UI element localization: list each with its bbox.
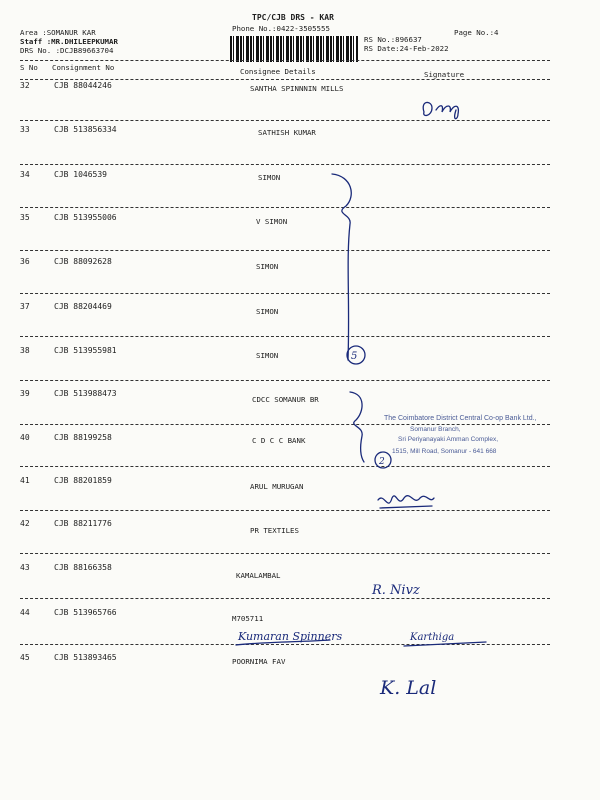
row-sno: 42 [20, 519, 30, 528]
document-title: TPC/CJB DRS - KAR [252, 13, 334, 22]
row-consignee: PR TEXTILES [250, 526, 299, 535]
row-consignment-no: CJB 513955981 [54, 346, 117, 355]
row-consignee: SIMON [258, 173, 281, 182]
row-consignment-no: CJB 1046539 [54, 170, 107, 179]
bank-stamp [384, 415, 537, 455]
row-sno: 44 [20, 608, 30, 617]
column-header-sno: S No [20, 63, 38, 72]
row-consignee: SANTHA SPINNNIN MILLS [250, 84, 344, 93]
count-two: 2 [379, 457, 385, 467]
row-sno: 34 [20, 170, 30, 179]
column-header-consignment: Consignment No [52, 63, 115, 72]
count-five: 5 [351, 351, 358, 362]
row-consignment-no: CJB 88201859 [54, 476, 112, 485]
row-sno: 35 [20, 213, 30, 222]
stamp-line-3: Sri Periyanayaki Amman Complex, [398, 436, 499, 443]
row-consignee: SIMON [256, 307, 279, 316]
row-sno: 32 [20, 81, 30, 90]
row-consignee: ARUL MURUGAN [250, 482, 304, 491]
row-consignment-no: CJB 88044246 [54, 81, 112, 90]
row-consignee: POORNIMA FAV [232, 657, 286, 666]
phone-number: Phone No.:0422-3505555 [232, 24, 330, 33]
row-consignee: SATHISH KUMAR [258, 128, 316, 137]
column-header-consignee: Consignee Details [240, 67, 316, 76]
stamp-line-4: 1515, Mill Road, Somanur - 641 668 [392, 448, 497, 455]
signature-row-44: Karthiga [410, 632, 455, 643]
column-header-signature: Signature [424, 70, 465, 79]
signature-row-43: R. Nivz [372, 583, 420, 598]
row-sno: 38 [20, 346, 30, 355]
row-sno: 39 [20, 389, 30, 398]
stamp-line-2: Somanur Branch, [410, 426, 461, 433]
row-consignment-no: CJB 513965766 [54, 608, 117, 617]
row-consignment-no: CJB 88204469 [54, 302, 112, 311]
handwritten-note-row-44: Kumaran Spinners [238, 630, 343, 643]
stamp-line-1: The Coimbatore District Central Co-op Bank Ltd., [384, 415, 537, 422]
signature-mark [378, 496, 434, 508]
row-sno: 40 [20, 433, 30, 442]
signature-mark [423, 102, 458, 118]
staff-label: Staff :MR.DHILEEPKUMAR [20, 37, 118, 46]
bracket-mark [332, 174, 351, 360]
row-consignee: M705711 [232, 614, 264, 623]
row-consignment-no: CJB 513893465 [54, 653, 117, 662]
area-label: Area :SOMANUR KAR [20, 28, 96, 37]
row-consignee: SIMON [256, 351, 279, 360]
row-consignment-no: CJB 513856334 [54, 125, 117, 134]
row-consignee: CDCC SOMANUR BR [252, 395, 319, 404]
row-consignment-no: CJB 88211776 [54, 519, 112, 528]
row-consignee: C D C C BANK [252, 436, 306, 445]
row-sno: 36 [20, 257, 30, 266]
row-consignee: V SIMON [256, 217, 288, 226]
row-consignment-no: CJB 88092628 [54, 257, 112, 266]
drs-number: DRS No. :DCJB89663704 [20, 46, 114, 55]
row-sno: 41 [20, 476, 30, 485]
row-consignee: KAMALAMBAL [236, 571, 281, 580]
row-consignee: SIMON [256, 262, 279, 271]
page-number: Page No.:4 [454, 28, 499, 37]
rs-date: RS Date:24-Feb-2022 [364, 44, 449, 53]
row-sno: 37 [20, 302, 30, 311]
row-consignment-no: CJB 88199258 [54, 433, 112, 442]
bracket-mark [350, 392, 364, 462]
row-sno: 43 [20, 563, 30, 572]
signature-row-45: K. Lal [380, 677, 437, 699]
row-consignment-no: CJB 513955006 [54, 213, 117, 222]
row-sno: 33 [20, 125, 30, 134]
row-sno: 45 [20, 653, 30, 662]
row-consignment-no: CJB 88166358 [54, 563, 112, 572]
rs-number: RS No.:896637 [364, 35, 422, 44]
row-consignment-no: CJB 513988473 [54, 389, 117, 398]
